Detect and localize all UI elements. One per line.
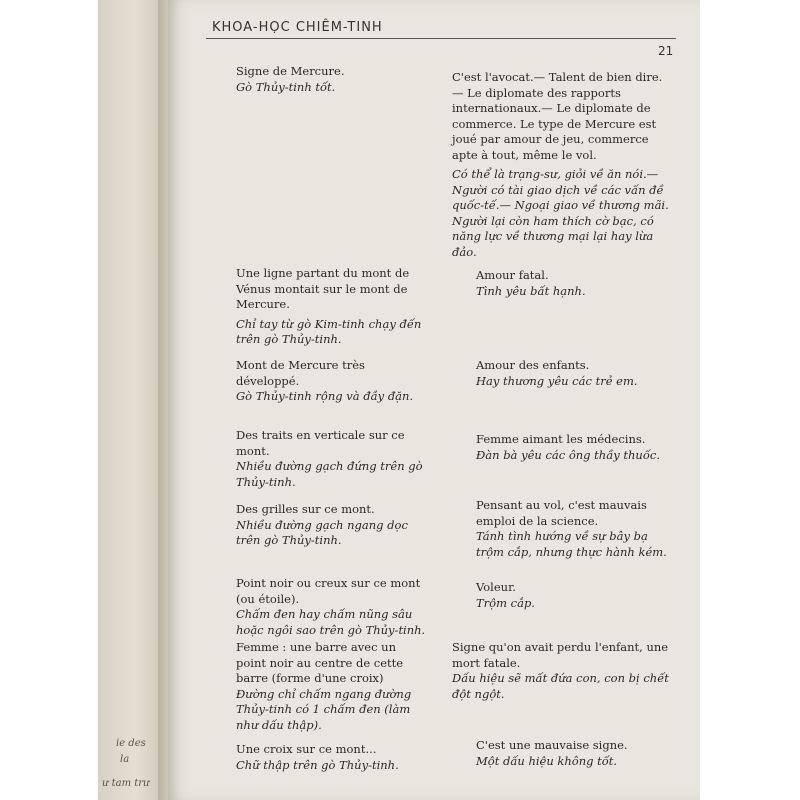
french-text: Une croix sur ce mont... <box>236 742 377 756</box>
french-text: Point noir ou creux sur ce mont (ou étoile). <box>236 576 421 606</box>
entry-right <box>476 432 672 463</box>
entry-right <box>476 498 672 560</box>
french-text: Voleur. <box>476 580 516 594</box>
entry-right <box>476 738 672 769</box>
french-text: C'est une mauvaise signe. <box>476 738 628 752</box>
vietnamese-text: Trộm cắp. <box>476 595 535 610</box>
french-text: C'est l'avocat.— Talent de bien dire.— Le diplomate des rapports internationaux.— Le diplomate de commerce. Le type de Mercure est joué par amour de jeu, commerce apte à tout, même le vol. <box>452 70 663 162</box>
vietnamese-text: Nhiều đường gạch ngang dọc trên gò Thủy-tinh. <box>236 517 408 547</box>
french-text: Signe de Mercure. <box>236 64 345 78</box>
french-text: Amour fatal. <box>476 268 549 282</box>
entry-left <box>236 742 428 773</box>
vietnamese-text: Hay thương yêu các trẻ em. <box>476 373 638 388</box>
french-text: Des traits en verticale sur ce mont. <box>236 428 405 458</box>
french-text: Signe qu'on avait perdu l'enfant, une mort fatale. <box>452 640 669 670</box>
vietnamese-text: Chữ thập trên gò Thủy-tinh. <box>236 757 399 772</box>
entry-left <box>236 428 428 490</box>
entry-right <box>452 640 672 702</box>
running-header: KHOA-HỌC CHIÊM-TINH <box>212 20 383 35</box>
vietnamese-text: Gò Thủy-tinh rộng và đầy đặn. <box>236 389 414 403</box>
french-text: Des grilles sur ce mont. <box>236 502 375 516</box>
entry-right <box>476 268 672 299</box>
french-text: Amour des enfants. <box>476 358 590 372</box>
vietnamese-text: Nhiều đường gạch đứng trên gò Thủy-tinh. <box>236 459 423 489</box>
vietnamese-text: Một dấu hiệu không tốt. <box>476 753 618 768</box>
vietnamese-text: Đường chỉ chấm ngang đường Thủy-tinh có 1 chấm đen (làm như dấu thập). <box>236 686 412 732</box>
entry-left <box>236 640 428 733</box>
french-text: Pensant au vol, c'est mauvais emploi de la science. <box>476 498 647 528</box>
entry-right <box>476 580 672 611</box>
vietnamese-text: Chấm đen hay chấm nũng sâu hoặc ngôi sao trên gò Thủy-tinh. <box>236 607 426 637</box>
french-text: Une ligne partant du mont de Vénus montait sur le mont de Mercure. <box>236 266 410 311</box>
vietnamese-text: Đàn bà yêu các ông thầy thuốc. <box>476 447 660 462</box>
french-text: Femme : une barre avec un point noir au centre de cette barre (forme d'une croix) <box>236 640 404 685</box>
facing-page-fragment: la <box>120 754 130 765</box>
entry-left <box>236 576 428 638</box>
entry-right <box>452 70 672 260</box>
entry-right <box>476 358 672 389</box>
vietnamese-text: Có thể là trạng-sư, giỏi về ăn nói.— Người có tài giao dịch về các vấn đề quốc-tế.— Ngoại giao về thương mãi. Người lại còn ham thích cờ bạc, có năng lực về thương mại lại hay lừa đảo. <box>452 167 669 259</box>
vietnamese-text: Dấu hiệu sẽ mất đứa con, con bị chết đột ngột. <box>452 671 669 701</box>
entry-left <box>236 64 428 95</box>
vietnamese-text: Chỉ tay từ gò Kim-tinh chạy đến trên gò Thủy-tinh. <box>236 316 422 346</box>
vietnamese-text: Tánh tình hướng về sự bây bạ trộm cắp, nhưng thực hành kém. <box>476 529 667 559</box>
page-number: 21 <box>658 44 674 58</box>
facing-page-fragment: ie des <box>116 738 146 749</box>
french-text: Mont de Mercure très développé. <box>236 358 365 388</box>
header-rule <box>206 38 676 39</box>
vietnamese-text: Gò Thủy-tinh tốt. <box>236 79 336 94</box>
entry-left <box>236 502 428 549</box>
entry-left <box>236 358 428 405</box>
facing-page-fragment: ư tam trư <box>102 778 150 789</box>
vietnamese-text: Tình yêu bất hạnh. <box>476 283 586 298</box>
facing-page-edge <box>98 0 162 800</box>
french-text: Femme aimant les médecins. <box>476 432 646 446</box>
entry-left <box>236 266 428 348</box>
